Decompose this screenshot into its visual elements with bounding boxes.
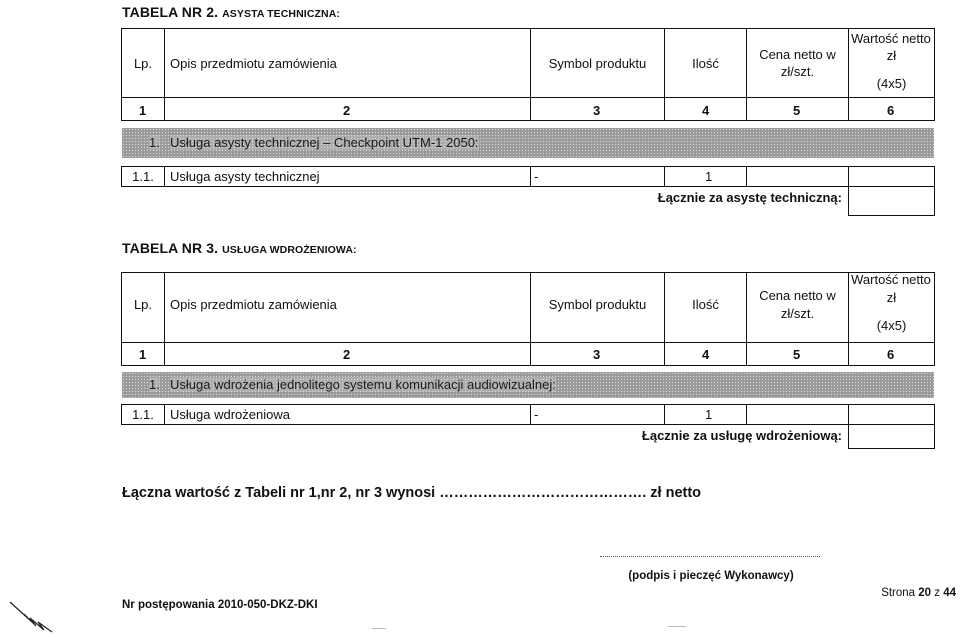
table2-col-line bbox=[530, 28, 531, 120]
summary-dots: ……………………………………. bbox=[439, 485, 647, 501]
table3-num-5: 5 bbox=[793, 347, 801, 362]
table2-header-bottom bbox=[121, 97, 935, 98]
table3-item-bottom bbox=[121, 424, 935, 425]
page-number bbox=[770, 587, 956, 599]
table3-title bbox=[122, 240, 357, 256]
summary-suffix: zł netto bbox=[646, 485, 702, 501]
page-prefix: Strona bbox=[881, 587, 919, 599]
page-current: 20 bbox=[918, 587, 932, 599]
table3-top-border bbox=[121, 272, 935, 273]
table2-title bbox=[122, 4, 340, 20]
table2-total-label: Łącznie za asystę techniczną: bbox=[657, 190, 842, 205]
table2-header-wartosc-1: Wartość netto bbox=[851, 31, 931, 46]
table3-num-4: 4 bbox=[702, 347, 710, 362]
table3-section-bottom bbox=[121, 404, 935, 405]
table2-header-wartosc-2: zł bbox=[886, 48, 897, 63]
table2-header-lp: Lp. bbox=[133, 56, 153, 71]
table2-total-bottom bbox=[848, 215, 935, 216]
table2-top-border bbox=[121, 28, 935, 29]
table2-col-line bbox=[934, 166, 935, 216]
table3-item-opis: Usługa wdrożeniowa bbox=[170, 407, 290, 422]
table3-title-small: USŁUGA WDROŻENIOWA: bbox=[222, 244, 357, 256]
table2-section-label: Usługa asysty technicznej – Checkpoint UTM-1 2050: bbox=[170, 135, 479, 150]
table2-col-line bbox=[164, 166, 165, 186]
signature-label: (podpis i pieczęć Wykonawcy) bbox=[628, 570, 794, 582]
table3-col-line bbox=[164, 404, 165, 424]
table3-total-label: Łącznie za usługę wdrożeniową: bbox=[641, 428, 842, 443]
signature-dotted-line bbox=[600, 556, 820, 557]
table2-header-opis: Opis przedmiotu zamówienia bbox=[170, 56, 337, 71]
table3-col-line bbox=[746, 404, 747, 424]
table3-col-line bbox=[848, 404, 849, 449]
table3-header-wartosc-3: (4x5) bbox=[876, 318, 907, 333]
table3-section-label: Usługa wdrożenia jednolitego systemu komunikacji audiowizualnej: bbox=[170, 377, 556, 392]
table2-item-bottom bbox=[121, 186, 935, 187]
table2-header-cena-1: Cena netto w bbox=[759, 47, 836, 62]
table3-item-lp: 1.1. bbox=[132, 407, 154, 422]
table3-total-bottom bbox=[848, 448, 935, 449]
table3-header-bottom bbox=[121, 342, 935, 343]
table2-section-bottom bbox=[121, 166, 935, 167]
table2-item-symbol: - bbox=[534, 169, 539, 184]
page-total: 44 bbox=[943, 587, 956, 599]
table3-header-cena-1: Cena netto w bbox=[759, 288, 836, 303]
table2-item-lp: 1.1. bbox=[132, 169, 154, 184]
table2-numbers-bottom bbox=[121, 120, 935, 121]
table3-header-wartosc-1: Wartość netto bbox=[851, 272, 931, 287]
table3-num-1: 1 bbox=[139, 347, 147, 362]
summary-text: Łączna wartość z Tabeli nr 1,nr 2, nr 3 wynosi bbox=[122, 485, 440, 501]
table2-title-small: ASYSTA TECHNICZNA: bbox=[222, 8, 340, 20]
table3-header-opis: Opis przedmiotu zamówienia bbox=[170, 297, 337, 312]
table2-col-line bbox=[664, 28, 665, 120]
table2-col-line bbox=[121, 28, 122, 120]
table2-num-5: 5 bbox=[793, 103, 801, 118]
table3-col-line bbox=[664, 404, 665, 424]
table3-col-line bbox=[664, 272, 665, 365]
scan-mark bbox=[372, 628, 386, 629]
scan-mark bbox=[668, 626, 686, 627]
table3-header-symbol: Symbol produktu bbox=[548, 297, 647, 312]
handwritten-paraph bbox=[8, 596, 58, 634]
table2-item-opis: Usługa asysty technicznej bbox=[170, 169, 320, 184]
table2-header-ilosc: Ilość bbox=[692, 56, 719, 71]
table3-header-ilosc: Ilość bbox=[692, 297, 719, 312]
case-number: Nr postępowania 2010-050-DKZ-DKI bbox=[122, 599, 318, 611]
table3-item-symbol: - bbox=[534, 407, 539, 422]
table2-num-6: 6 bbox=[887, 103, 895, 118]
summary-line bbox=[122, 485, 701, 501]
table2-num-1: 1 bbox=[139, 103, 147, 118]
table2-header-symbol: Symbol produktu bbox=[548, 56, 647, 71]
table2-col-line bbox=[164, 28, 165, 120]
page-sep: z bbox=[931, 587, 944, 599]
table3-col-line bbox=[121, 272, 122, 365]
table3-col-line bbox=[530, 404, 531, 424]
table2-num-3: 3 bbox=[593, 103, 601, 118]
table2-section-nr: 1. bbox=[149, 135, 160, 150]
table2-num-2: 2 bbox=[343, 103, 351, 118]
table3-num-2: 2 bbox=[343, 347, 351, 362]
table3-header-wartosc-2: zł bbox=[886, 290, 897, 305]
table2-col-line bbox=[746, 166, 747, 186]
table2-header-cena-2: zł/szt. bbox=[780, 64, 815, 79]
table3-col-line bbox=[164, 272, 165, 365]
table3-header-lp: Lp. bbox=[133, 297, 153, 312]
table2-col-line bbox=[664, 166, 665, 186]
table3-section-nr: 1. bbox=[149, 377, 160, 392]
table2-col-line bbox=[530, 166, 531, 186]
table3-num-6: 6 bbox=[887, 347, 895, 362]
table3-title-main: TABELA NR 3. bbox=[122, 240, 223, 256]
table2-item-ilosc: 1 bbox=[705, 169, 713, 184]
table3-col-line bbox=[530, 272, 531, 365]
table2-header-wartosc-3: (4x5) bbox=[876, 76, 907, 91]
table3-col-line bbox=[934, 404, 935, 449]
table2-title-main: TABELA NR 2. bbox=[122, 4, 223, 20]
table3-num-3: 3 bbox=[593, 347, 601, 362]
table3-numbers-bottom bbox=[121, 365, 935, 366]
table3-header-cena-2: zł/szt. bbox=[780, 306, 815, 321]
table3-item-ilosc: 1 bbox=[705, 407, 713, 422]
table2-col-line bbox=[848, 166, 849, 216]
table2-num-4: 4 bbox=[702, 103, 710, 118]
